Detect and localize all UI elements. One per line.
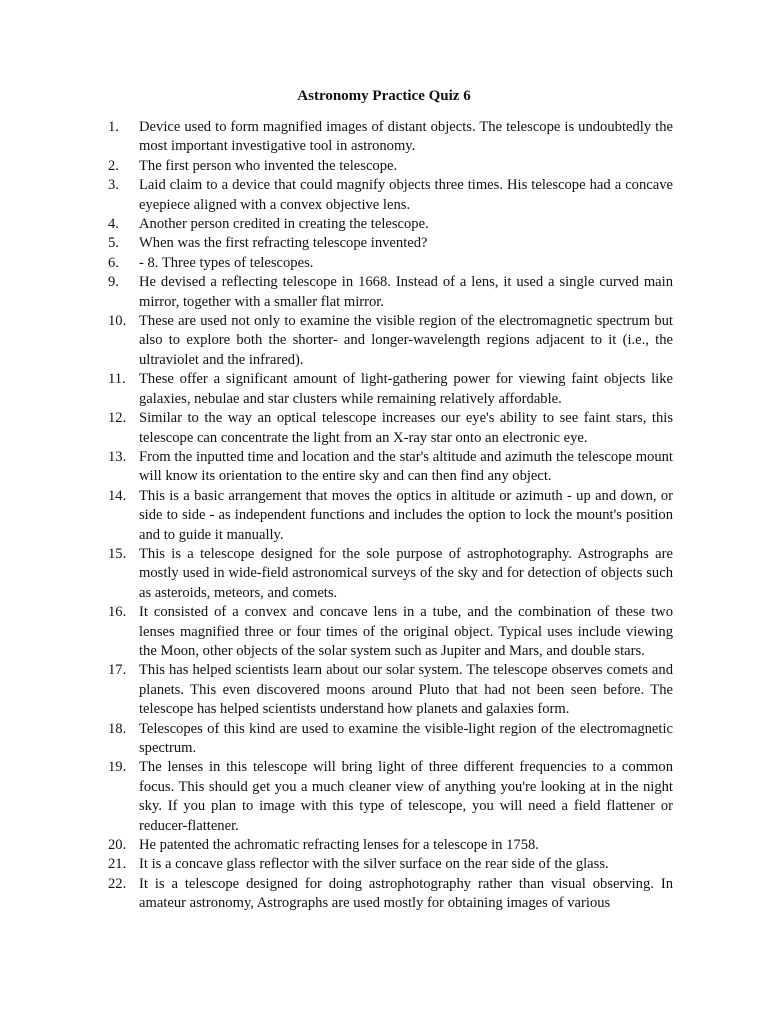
item-text: This has helped scientists learn about our solar system. The telescope observes comets and planets. This even discovered moons around Pluto that had not been seen before. The telescope has helped scientists understand how planets and galaxies form.	[139, 662, 673, 718]
item-number: 15.	[108, 545, 127, 562]
item-number: 2.	[108, 157, 119, 174]
item-text: He patented the achromatic refracting lenses for a telescope in 1758.	[139, 837, 539, 854]
item-number: 13.	[108, 448, 127, 465]
item-number: 11.	[108, 371, 126, 388]
quiz-item-6	[108, 254, 673, 273]
quiz-item-15	[108, 545, 673, 603]
item-number: 9.	[108, 274, 119, 291]
item-number: 3.	[108, 177, 119, 194]
item-text: Telescopes of this kind are used to examine the visible-light region of the electromagnetic spectrum.	[139, 720, 673, 756]
item-text: - 8. Three types of telescopes.	[139, 254, 314, 271]
item-number: 19.	[108, 759, 127, 776]
item-text: It is a telescope designed for doing astrophotography rather than visual observing. In amateur astronomy, Astrographs are used mostly for obtaining images of various	[139, 875, 673, 912]
quiz-item-22	[108, 875, 673, 914]
item-number: 10.	[108, 313, 127, 330]
document-title: Astronomy Practice Quiz 6	[297, 88, 471, 104]
item-text: It is a concave glass reflector with the silver surface on the rear side of the glass.	[139, 856, 609, 873]
item-text: The first person who invented the telescope.	[139, 157, 398, 174]
quiz-item-4	[108, 215, 673, 234]
item-number: 4.	[108, 216, 119, 233]
item-text: It consisted of a convex and concave lens in a tube, and the combination of these two lenses magnified three or four times of the original object. Typical uses include viewing the Moon, other objects of the solar system such as Jupiter and Mars, and double stars.	[139, 604, 673, 659]
quiz-item-20	[108, 836, 673, 855]
quiz-item-1	[108, 118, 673, 157]
quiz-question-list	[108, 118, 673, 914]
quiz-item-18	[108, 720, 673, 759]
item-number: 22.	[108, 875, 127, 892]
item-number: 17.	[108, 662, 127, 679]
item-text: These offer a significant amount of light-gathering power for viewing faint objects like galaxies, nebulae and star clusters while remaining relatively affordable.	[139, 371, 673, 407]
item-text: Laid claim to a device that could magnify objects three times. His telescope had a concave eyepiece aligned with a convex objective lens.	[139, 177, 673, 213]
item-text: Similar to the way an optical telescope increases our eye's ability to see faint stars, this telescope can concentrate the light from an X-ray star onto an electronic eye.	[139, 410, 673, 446]
item-number: 12.	[108, 410, 127, 427]
quiz-item-5	[108, 234, 673, 253]
quiz-item-9	[108, 273, 673, 312]
quiz-item-11	[108, 370, 673, 409]
item-number: 18.	[108, 720, 127, 737]
quiz-item-3	[108, 176, 673, 215]
item-number: 5.	[108, 235, 119, 252]
item-number: 16.	[108, 604, 127, 621]
item-text: This is a basic arrangement that moves the optics in altitude or azimuth - up and down, or side to side - as independent functions and includes the option to lock the mount's position and to guide it manually.	[139, 487, 673, 543]
item-number: 20.	[108, 837, 127, 854]
item-text: The lenses in this telescope will bring light of three different frequencies to a common focus. This should get you a much cleaner view of anything you're looking at in the night sky. If you plan to image with this type of telescope, you will need a field flattener or reducer-flattener.	[139, 759, 673, 834]
item-text: From the inputted time and location and the star's altitude and azimuth the telescope mount will know its orientation to the entire sky and can then find any object.	[139, 448, 673, 485]
quiz-item-12	[108, 409, 673, 448]
quiz-item-19	[108, 758, 673, 836]
quiz-item-17	[108, 661, 673, 719]
quiz-item-10	[108, 312, 673, 370]
item-number: 14.	[108, 487, 127, 504]
item-text: When was the first refracting telescope invented?	[139, 235, 428, 252]
quiz-item-21	[108, 855, 673, 874]
item-text: He devised a reflecting telescope in 1668. Instead of a lens, it used a single curved main mirror, together with a smaller flat mirror.	[139, 274, 673, 310]
item-text: This is a telescope designed for the sole purpose of astrophotography. Astrographs are mostly used in wide-field astronomical surveys of the sky and for detection of objects such as asteroids, meteors, and comets.	[139, 545, 673, 601]
quiz-item-16	[108, 603, 673, 661]
quiz-item-13	[108, 448, 673, 487]
item-text: Another person credited in creating the telescope.	[139, 216, 429, 233]
item-number: 1.	[108, 119, 119, 135]
item-number: 6.	[108, 254, 119, 271]
quiz-item-14	[108, 487, 673, 545]
item-text: These are used not only to examine the visible region of the electromagnetic spectrum but also to explore both the shorter- and longer-wavelength regions adjacent to it (i.e., the ultraviolet and the infrared).	[139, 313, 673, 368]
item-text: Device used to form magnified images of distant objects. The telescope is undoubtedly the most important investigative tool in astronomy.	[139, 119, 673, 155]
item-number: 21.	[108, 856, 127, 873]
quiz-item-2	[108, 157, 673, 176]
